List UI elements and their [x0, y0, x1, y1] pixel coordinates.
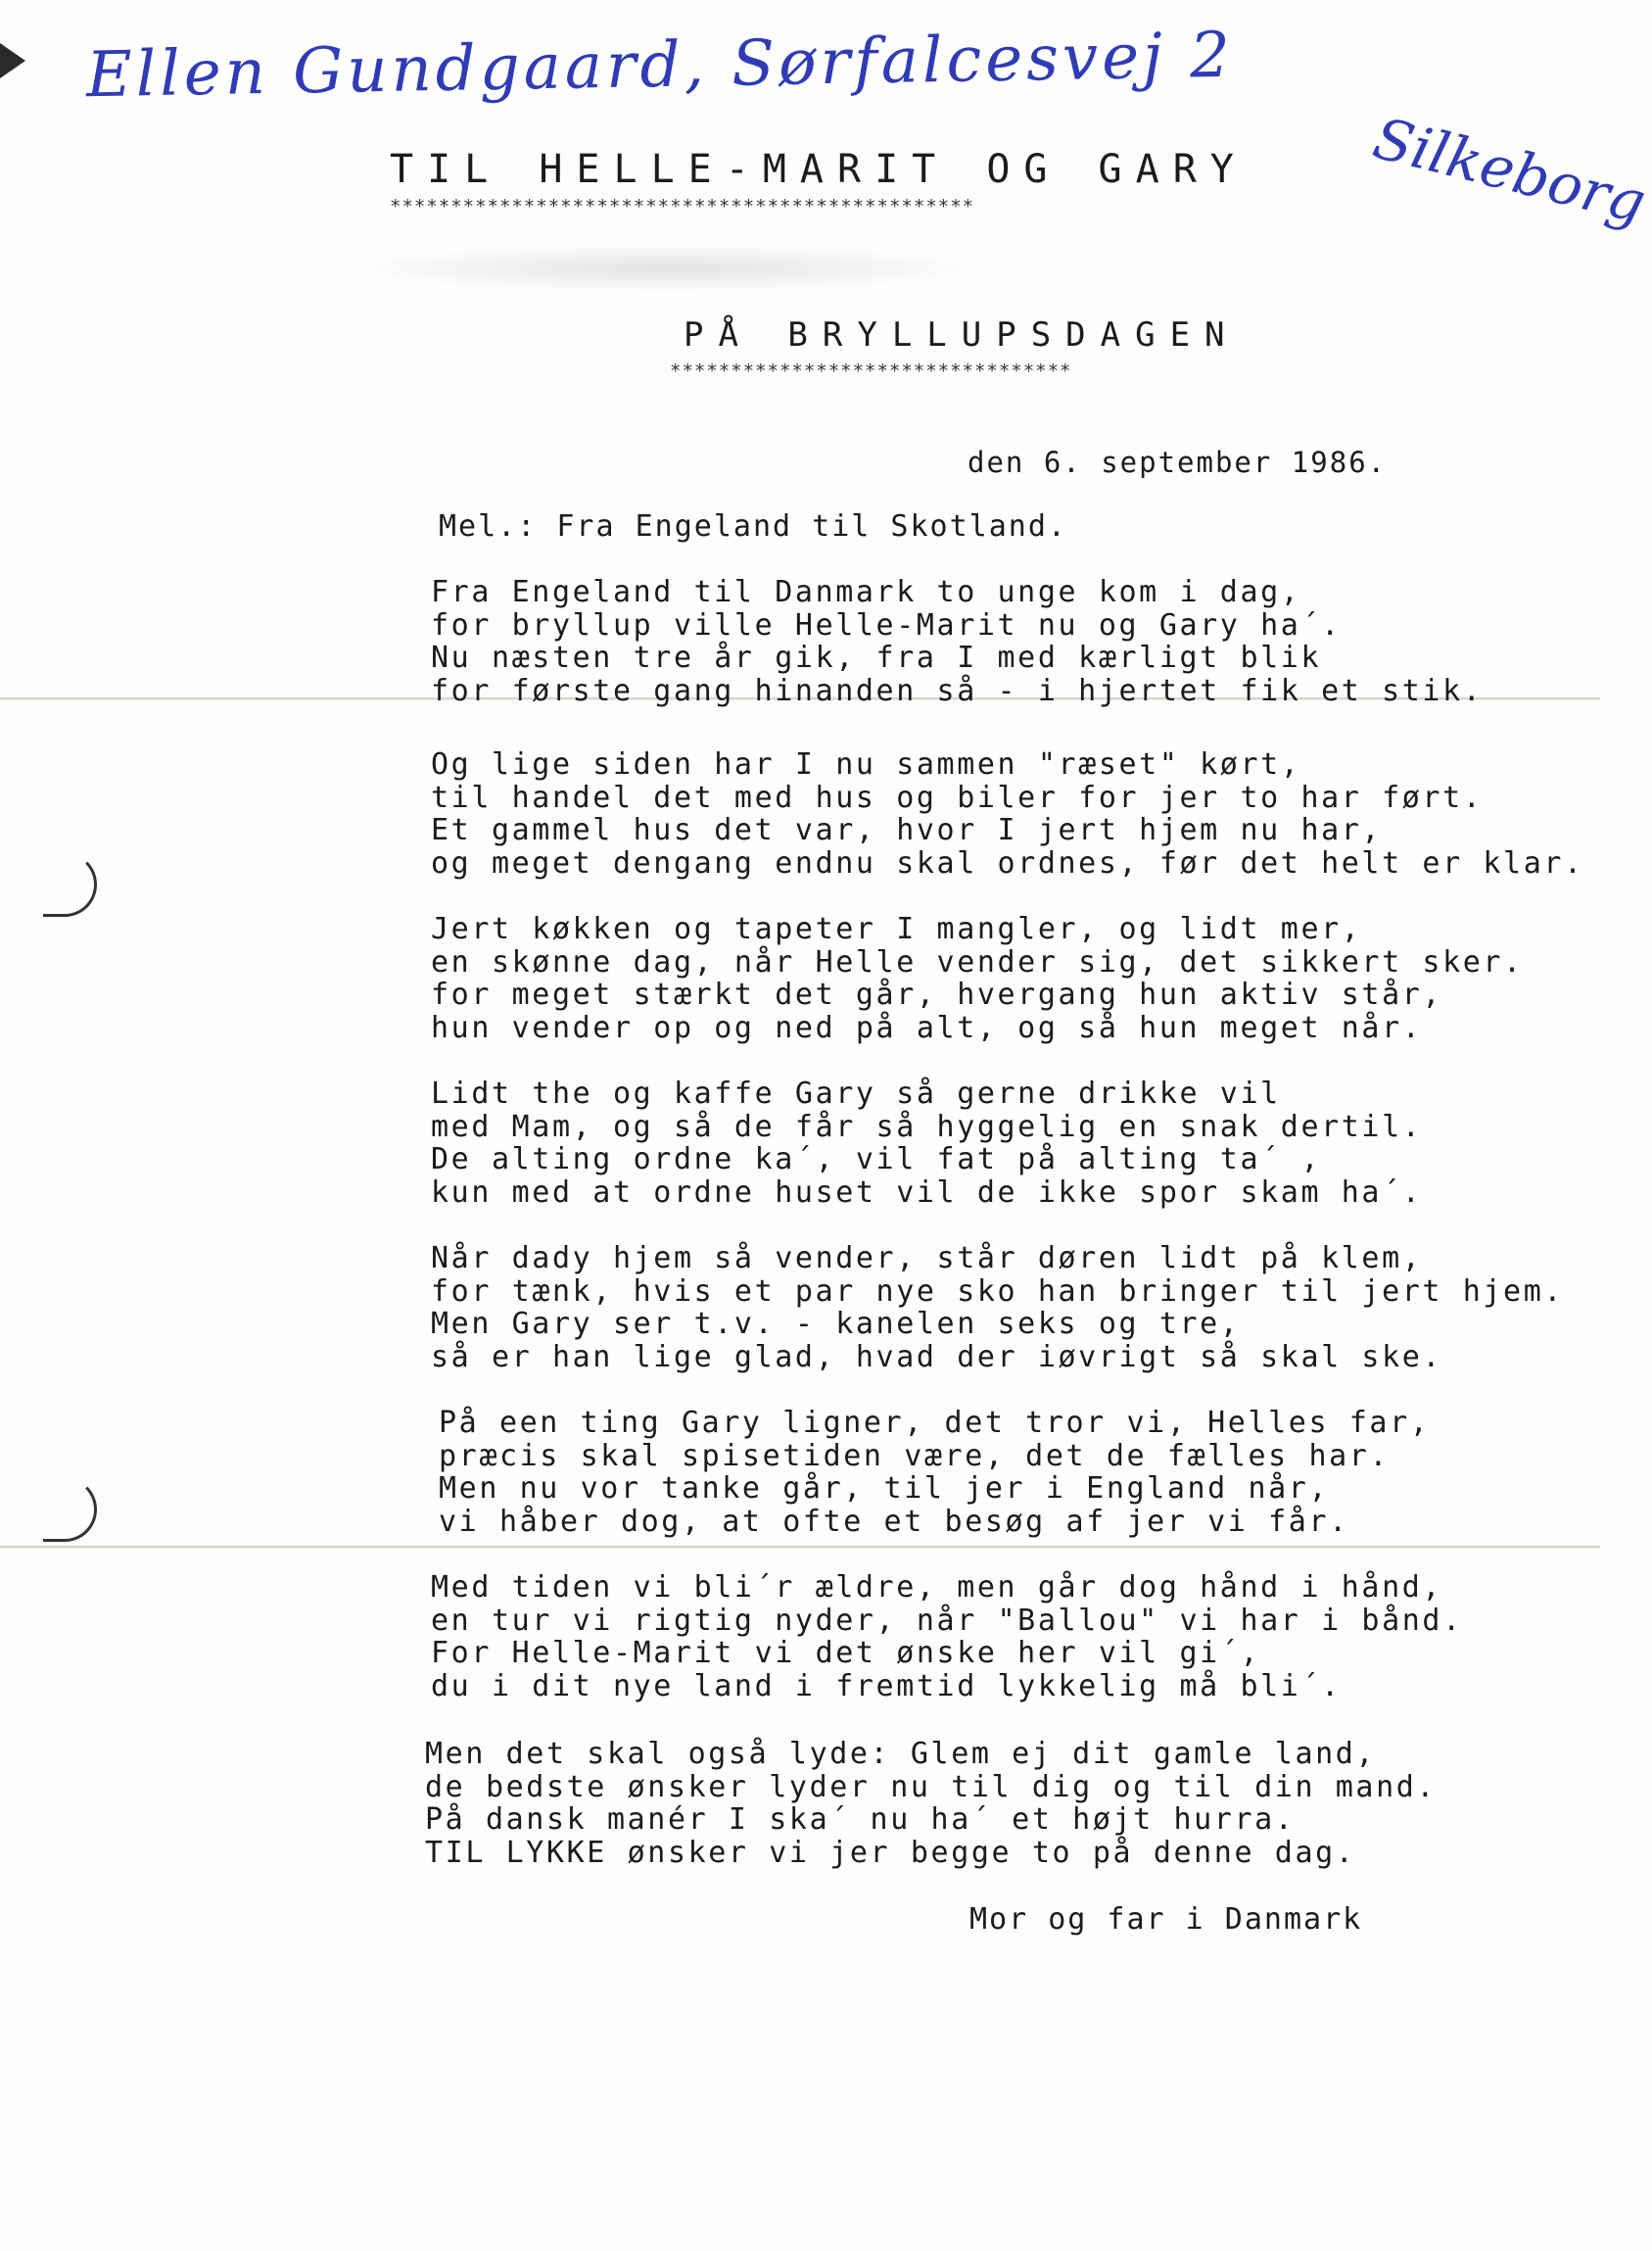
verse-line: Nu næsten tre år gik, fra I med kærligt blik: [431, 641, 1322, 675]
verse-line: Men nu vor tanke går, til jer i England når,: [439, 1471, 1330, 1506]
verse-line: de bedste ønsker lyder nu til dig og til din mand.: [425, 1769, 1438, 1804]
verse-line: med Mam, og så de får så hyggelig en snak dertil.: [431, 1109, 1423, 1144]
letter-signature: Mor og far i Danmark: [969, 1902, 1363, 1937]
verse-line: så er han lige glad, hvad der iøvrigt så skal ske.: [431, 1339, 1443, 1374]
erased-smudge: [353, 245, 979, 292]
verse-line: en skønne dag, når Helle vender sig, det sikkert sker.: [431, 944, 1524, 980]
punch-hole-top: [43, 852, 97, 917]
verse-7: [431, 1571, 1463, 1702]
handwritten-city: Silkeborg: [1366, 104, 1652, 237]
verse-line: På dansk manér I ska´ nu ha´ et højt hurra.: [425, 1802, 1296, 1837]
paper-fold-bottom: [0, 1546, 1600, 1549]
punch-hole-bottom: [43, 1477, 97, 1542]
verse-3: [431, 913, 1524, 1044]
title-recipients: TIL HELLE-MARIT OG GARY: [390, 147, 1248, 192]
melody-line: Mel.: Fra Engeland til Skotland.: [439, 509, 1067, 544]
verse-line: Når dady hjem så vender, står døren lidt på klem,: [431, 1241, 1423, 1275]
verse-line: Men Gary ser t.v. - kanelen seks og tre,: [431, 1307, 1241, 1341]
verse-line: Og lige siden har I nu sammen "ræset" kørt,: [431, 747, 1301, 782]
verse-1: [431, 576, 1483, 707]
star-divider-bottom: *********************************: [670, 360, 1072, 382]
verse-line: Et gammel hus det var, hvor I jert hjem nu har,: [431, 813, 1383, 847]
verse-line: og meget dengang endnu skal ordnes, før det helt er klar.: [431, 845, 1584, 881]
verse-line: Lidt the og kaffe Gary så gerne drikke vil: [431, 1077, 1281, 1111]
paper-corner-tab: [0, 43, 25, 78]
verse-line: præcis skal spisetiden være, det de fælles har.: [439, 1438, 1391, 1473]
verse-line: De alting ordne ka´, vil fat på alting ta´ ,: [431, 1142, 1322, 1176]
verse-2: [431, 748, 1584, 880]
verse-line: for meget stærkt det går, hvergang hun aktiv står,: [431, 978, 1443, 1012]
verse-line: Men det skal også lyde: Glem ej dit gamle land,: [425, 1737, 1377, 1771]
verse-line: For Helle-Marit vi det ønske her vil gi´,: [431, 1636, 1261, 1670]
verse-5: [431, 1242, 1564, 1373]
title-occasion: PÅ BRYLLUPSDAGEN: [684, 315, 1240, 355]
verse-line: vi håber dog, at ofte et besøg af jer vi får.: [439, 1504, 1349, 1539]
verse-8: [425, 1738, 1437, 1869]
verse-line: TIL LYKKE ønsker vi jer begge to på denne dag.: [425, 1835, 1356, 1870]
verse-4: [431, 1078, 1422, 1209]
verse-line: for tænk, hvis et par nye sko han bringer til jert hjem.: [431, 1273, 1565, 1309]
letter-date: den 6. september 1986.: [968, 446, 1388, 479]
handwritten-address: Ellen Gundgaard, Sørfalcesvej 2: [85, 19, 1235, 113]
verse-line: for første gang hinanden så - i hjertet fik et stik.: [431, 673, 1484, 708]
verse-line: for bryllup ville Helle-Marit nu og Gary ha´.: [431, 607, 1342, 643]
verse-line: hun vender op og ned på alt, og så hun meget når.: [431, 1010, 1423, 1045]
verse-line: en tur vi rigtig nyder, når "Ballou" vi har i bånd.: [431, 1603, 1463, 1638]
verse-line: På een ting Gary ligner, det tror vi, Helles far,: [439, 1406, 1431, 1440]
verse-line: Jert køkken og tapeter I mangler, og lidt mer,: [431, 912, 1362, 946]
verse-line: kun med at ordne huset vil de ikke spor skam ha´.: [431, 1174, 1423, 1210]
verse-line: Med tiden vi bli´r ældre, men går dog hånd i hånd,: [431, 1570, 1443, 1604]
star-divider-top: ************************************************: [390, 196, 975, 217]
verse-line: Fra Engeland til Danmark to unge kom i dag,: [431, 575, 1301, 609]
verse-line: til handel det med hus og biler for jer to har ført.: [431, 780, 1484, 815]
verse-line: du i dit nye land i fremtid lykkelig må bli´.: [431, 1668, 1342, 1703]
verse-6: [439, 1407, 1430, 1538]
